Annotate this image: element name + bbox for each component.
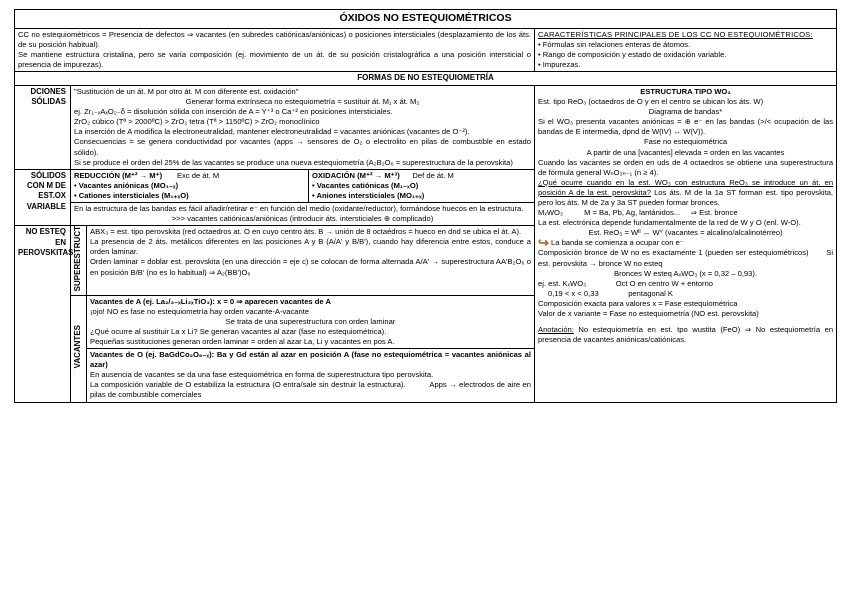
oxidacion-box bbox=[309, 169, 535, 202]
super-line: ABX₃ = est. tipo perovskita (red octaedros at. O en cuyo centro áts. B → unión de 8 octaédros = hueco en dnd se ubica el át. A). bbox=[90, 227, 522, 237]
reduccion-item: • Cationes intersticiales (M₁₊ₓO) bbox=[74, 190, 189, 200]
bands-line: En la estructura de las bandas es fácil añadir/retirar e⁻ en función del medio (oxidante/reductor), formándose huecos en la estructura. bbox=[74, 203, 524, 213]
reduccion-item: • Vacantes aniónicas (MO₁₋ₓ) bbox=[74, 180, 179, 190]
annotation-text: No estequiometría en est. tpo wustita (FeO) ⇒ No estequiometría en presencia de vacantes aniónicas/catiónicas. bbox=[538, 325, 834, 345]
vac-a-line: ¿Qué ocurre al sustituir La x Li? Se generan vacantes al azar (fase no estequiométrica). bbox=[90, 326, 387, 336]
oxidacion-item: • Vacantes catiónicas (M₁₋ₓO) bbox=[312, 180, 419, 190]
characteristic-item: • Impurezas. bbox=[538, 60, 581, 70]
annotation-label: Anotación: bbox=[538, 325, 574, 335]
super-line: La presencia de 2 áts. metálicos diferentes en las posiciones A y B (A/A' y B/B'), cuando hay diferencia entre estos, conduce a orden laminar. bbox=[90, 237, 531, 257]
wo3-line: Composición exacta para valores x = Fase estequiométrica bbox=[538, 298, 738, 308]
vac-a-line: Se trata de una superestructura con orden laminar bbox=[225, 316, 396, 326]
wo3-line: Composición bronce de W no es exactamente 1 (pueden ser estequiométricos) Si est. perovskita → bronce W no esteq bbox=[538, 248, 836, 268]
wo3-line: La banda se comienza a ocupar con e⁻ bbox=[551, 238, 684, 248]
vac-o-title: Vacantes de O (ej. BaGdCo₂O₆₋ₓ): Ba y Gd están al azar en posición A (fase no estequiométrica = vacantes aniónicas al azar) bbox=[90, 350, 531, 370]
vac-a-title: Vacantes de A (ej. La₂/₃₋ₓLi₃ₓTiO₃): x = 0 ⇒ aparecen vacantes de A bbox=[90, 296, 331, 306]
reduccion-box bbox=[71, 169, 309, 202]
wo3-line: Est. tipo ReO₃ (octaedros de O y en el centro se ubican los áts. W) bbox=[538, 97, 764, 107]
characteristic-item: • Fórmulas sin relaciones enteras de átomos. bbox=[538, 40, 691, 50]
disol-line: ej. Zr₁₋ₓAₓO₂₋δ = disolución sólida con inserción de A = Y⁺³ o Ca⁺² en posiciones intersticiales. bbox=[74, 107, 393, 117]
wo3-line: Bronces W esteq AₓWO₃ (x = 0,32 – 0,93). bbox=[614, 268, 758, 278]
characteristics-title: CARACTERÍSTICAS PRINCIPALES DE LOS CC NO ESTEQUIOMÉTRICOS: bbox=[538, 29, 813, 39]
document-sheet bbox=[14, 9, 837, 403]
disol-line: Si se produce el orden del 25% de las vacantes se produce una nueva estequiometría (A₂B₂O₆ = superestructura de la perovskita) bbox=[74, 157, 513, 167]
intro-line-2: Se mantiene estructura cristalina, pero se varía composición (ej. movimiento de un át. de su posición cristalográfica a una posición intersticial o presencia de impurezas). bbox=[18, 50, 531, 70]
row-label-disoluciones: DCIONES SÓLIDAS bbox=[15, 85, 71, 169]
oxidacion-title: OXIDACIÓN (M⁺² → M⁺³) bbox=[312, 170, 400, 180]
wo3-line: A partir de una [vacantes] elevada = orden en las vacantes bbox=[586, 147, 785, 157]
characteristics-box bbox=[535, 28, 837, 71]
wo3-line: Si el WO₃ presenta vacantes aniónicas = ⊕ e⁻ en las bandas (>/< ocupación de las bandas de E intermedia, dpnd de W(IV) ↔ W(V)). bbox=[538, 117, 834, 137]
vac-a-line: ¡ojo! NO es fase no estequiometría hay orden vacante-A-vacante bbox=[90, 306, 310, 316]
row-label-variable: SÓLIDOS CON M DE EST.OX VARIABLE bbox=[15, 169, 71, 225]
wo3-line: ej. est. KₓWO₃ Oct O en centro W + entorno bbox=[538, 278, 714, 288]
bands-text bbox=[71, 202, 535, 225]
wo3-line: Cuando las vacantes se orden en uds de 4 octaedros se obtiene una superestructura de fórmula general WₙO₃ₙ₋₁ (n ≥ 4). bbox=[538, 157, 834, 177]
super-line: Orden laminar = doblar est. perovskita (en una dirección = eje c) se colocan de forma alternada A/A' → superestructura AA'B₂O₆ o en posición B/B' (no es lo habitual) ⇒ A₂(BB')O₆ bbox=[90, 257, 531, 277]
wo3-question-answer: Los áts. M de la 1a ST forman est. tipo perovskita, pero los áts. M de 2a y 3a ST pueden formar bronces. bbox=[538, 187, 834, 207]
wo3-line: Diagrama de bandas* bbox=[648, 107, 723, 117]
wo3-mwo3: MₓWO₃ M = Ba, Pb, Ag, lantánidos... ⇒ Est. bronce bbox=[538, 208, 738, 218]
vacantes-content bbox=[87, 295, 535, 402]
superestructura-side-label: SUPERESTRUCT bbox=[71, 226, 87, 295]
wo3-line: Est. ReO₃ = Wᴵᴵ ↔ Wⱽ (vacantes = alcalino/alcalinotérreo) bbox=[588, 228, 783, 238]
oxidacion-item: • Aniones intersticiales (MO₁₊ₓ) bbox=[312, 190, 425, 200]
disol-line: La inserción de A modifica la electroneutralidad, mantener electroneutralidad = vacantes aniónicas (vacantes de O⁻²). bbox=[74, 127, 470, 137]
bands-line-2: >>> vacantes catiónicas/aniónicas (introducir áts. intersticiales ⊕ complicado) bbox=[171, 214, 434, 224]
vac-a-line: Pequeñas sustituciones generan orden laminar = orden al azar La, Li y vacantes en pos A. bbox=[90, 336, 395, 346]
intro-text bbox=[15, 28, 535, 71]
intro-line-1: CC no estequiométricos = Presencia de defectos ⇒ vacantes (en subredes catiónicas/aniónicas) o posiciones intersticiales (desplazamiento de los áts. de su posición habitual). bbox=[18, 29, 531, 50]
wo3-line: La est. electrónica depende fundamentalmente de la red de W y O (enl. W-O). bbox=[538, 218, 801, 228]
vacantes-side-label: VACANTES bbox=[71, 295, 87, 402]
disoluciones-content bbox=[71, 85, 535, 169]
vac-o-line: En ausencia de vacantes se da una fase estequiométrica en forma de superestructura tipo perovskita. bbox=[90, 370, 434, 380]
row-label-perovskitas: NO ESTEQ EN PEROVSKITAS bbox=[15, 226, 71, 402]
disol-line: Generar forma extrínseca no estequiometría = sustituir át. M₁ x át. M₂ bbox=[185, 97, 420, 107]
wo3-column bbox=[535, 85, 837, 402]
curved-arrow-icon: ↪ bbox=[538, 235, 549, 251]
wo3-title: ESTRUCTURA TIPO WO₃ bbox=[640, 86, 731, 96]
vac-o-line: La composición variable de O estabiliza la estructura (O entra/sale sin destruir la estructura). Apps → electrodos de aire en pilas de combustible comerciales bbox=[90, 380, 534, 400]
disol-line: Consecuencias = se genera conductividad por vacantes (apps → sensores de O₂ o electrolito en pilas de combustible en estado sólido). bbox=[74, 137, 531, 157]
reduccion-title: REDUCCIÓN (M⁺² → M⁺) bbox=[74, 170, 163, 180]
wo3-line: 0,19 < x < 0,33 pentagonal K bbox=[548, 288, 673, 298]
oxidacion-note: Def de át. M bbox=[412, 170, 454, 180]
page-title: ÓXIDOS NO ESTEQUIOMÉTRICOS bbox=[15, 10, 837, 29]
superestructura-content bbox=[87, 226, 535, 295]
wo3-line: Valor de x variante = Fase no estequiometría (NO est. perovskita) bbox=[538, 309, 759, 319]
reduccion-note: Exc de át. M bbox=[176, 170, 220, 180]
disol-line: "Sustitución de un át. M por otro át. M con diferente est. oxidación" bbox=[74, 86, 299, 96]
section-heading-formas: FORMAS DE NO ESTEQUIOMETRÍA bbox=[15, 72, 837, 86]
disol-line: ZrO₂ cúbico (Tª > 2000ºC) > ZrO₂ tetra (Tª > 1150ºC) > ZrO₂ monoclínico bbox=[74, 117, 320, 127]
characteristic-item: • Rango de composición y estado de oxidación variable. bbox=[538, 50, 727, 60]
wo3-line: Fase no estequiométrica bbox=[643, 137, 728, 147]
wo3-question: ¿Qué ocurre cuando en la est. WO₃ con estructura ReO₃ se introduce un át. en posición A de la est. perovskita? bbox=[538, 177, 834, 197]
